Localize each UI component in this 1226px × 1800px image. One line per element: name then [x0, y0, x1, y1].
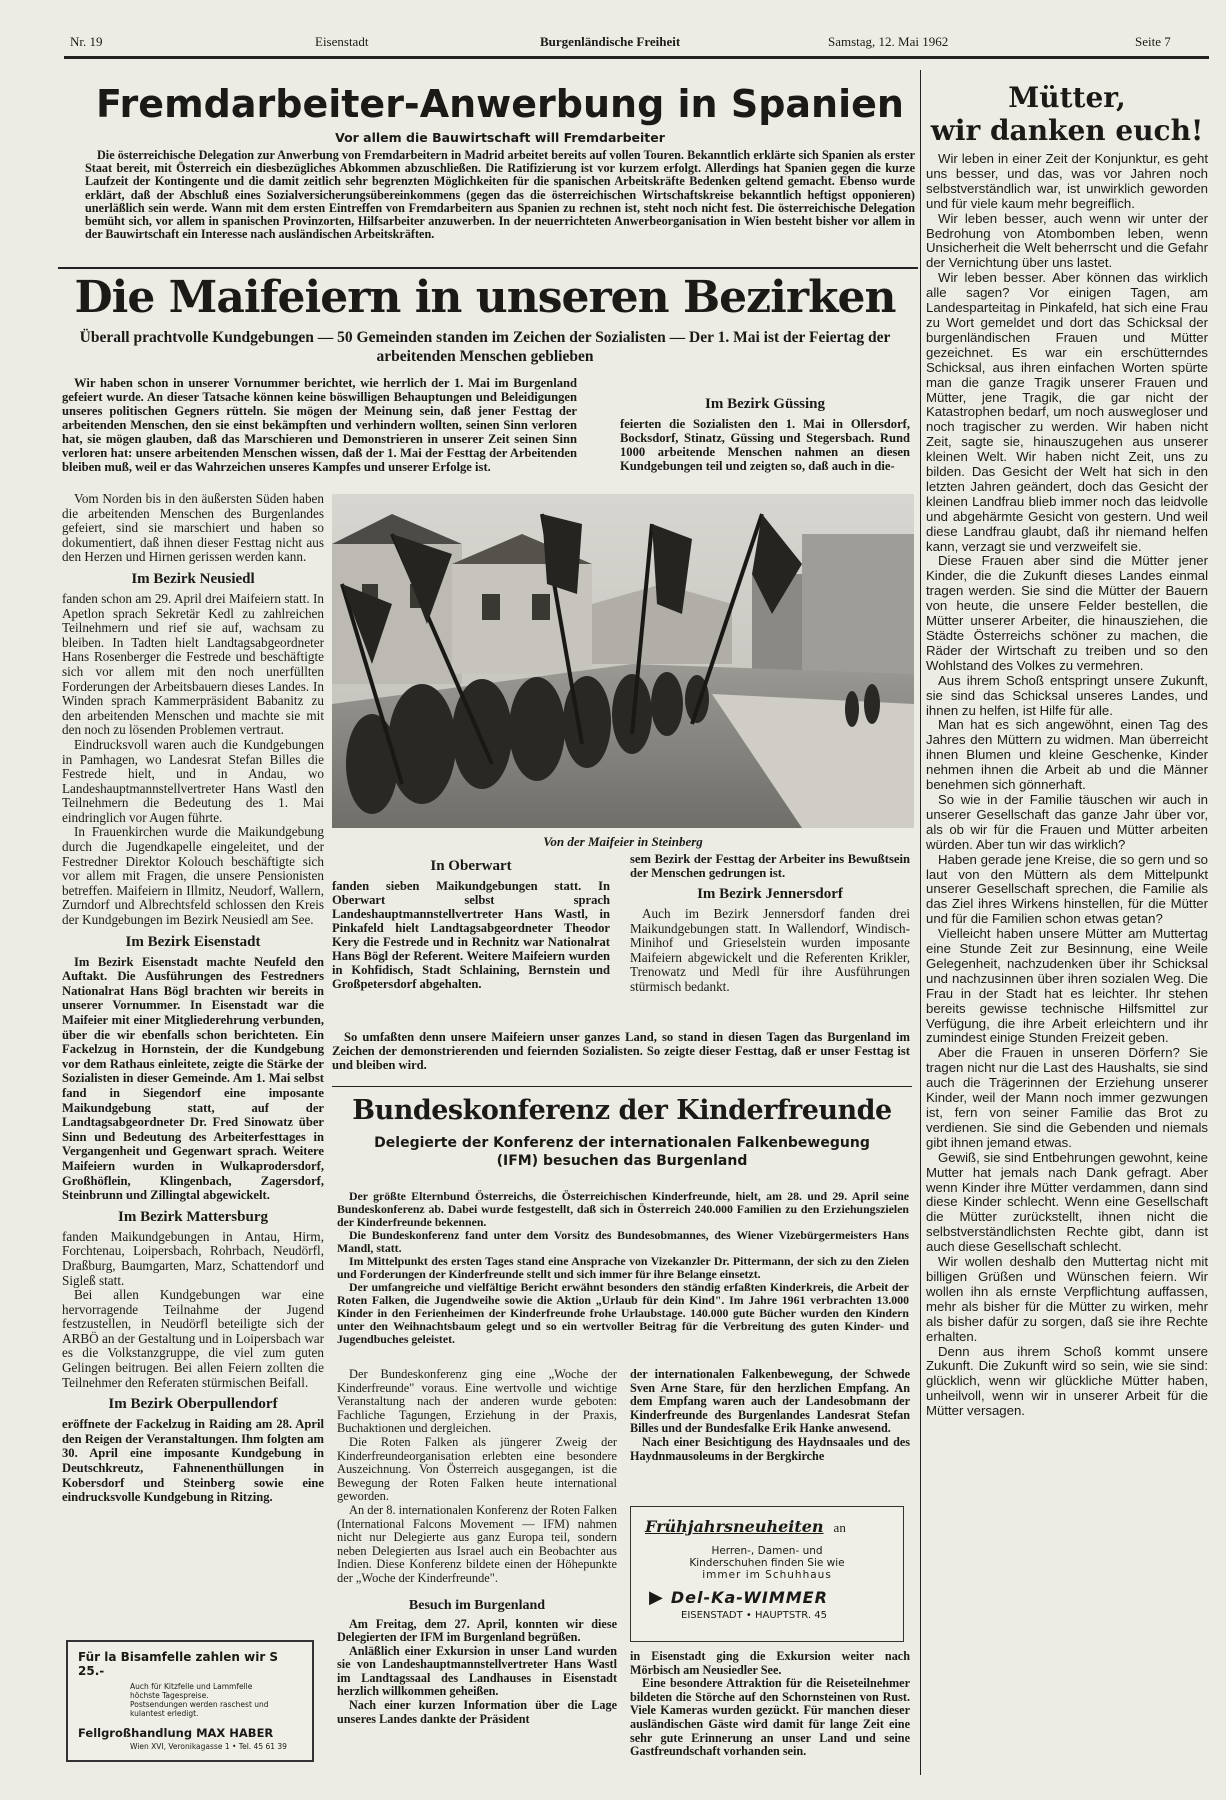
- ad-wimmer-line-3: immer im Schuhhaus: [702, 1569, 832, 1581]
- column-rule-right: [920, 70, 921, 1775]
- kf-b2: Anläßlich einer Exkursion in unser Land wurden sie von Landeshauptmannstellvertreter Hans Wastl im Landtagssaal des Landhauses in Eisenstadt herzlich willkommen geheißen.: [337, 1643, 617, 1699]
- ad-wimmer-line-1: Herren-, Damen- und: [711, 1545, 823, 1557]
- kinderfreunde-rule: [332, 1086, 912, 1087]
- mattersburg-heading: Im Bezirk Mattersburg: [118, 1208, 268, 1225]
- photo-image: [332, 494, 914, 828]
- muetter-p8: Haben gerade jene Kreise, die so gern und so laut von den Müttern als dem Mittelpunkt unserer Gesellschaft sprechen, die Familie als das Ziel ihres Wirkens hinstellen, für die Mütter und für die Familien schon etwas getan?: [926, 851, 1208, 927]
- header-paper: Burgenländische Freiheit: [540, 34, 681, 49]
- oberwart-section: [332, 852, 610, 991]
- header-date: Samstag, 12. Mai 1962: [828, 34, 949, 49]
- mattersburg-text-2: Bei allen Kundgebungen war eine hervorragende Teilnahme der Jugend festzustellen, in Neudörfl beteiligte sich der ARBÖ an der Gestaltung und in Loipersbach war es die Volkstanzgruppe, die viel zum guten Gelingen beitrugen. Bei allen Feiern zollten die Teilnehmer den Referaten stürmischen Beifall.: [62, 1287, 324, 1390]
- ad-wimmer-script: Frühjahrsneuheiten: [645, 1517, 824, 1536]
- maifeiern-subtitle: Überall prachtvolle Kundgebungen — 50 Gemeinden standen im Zeichen der Sozialisten — Der 1. Mai ist der Feiertag der arbeitenden Menschen geblieben: [79, 329, 891, 365]
- kf-p2: Die Bundeskonferenz fand unter dem Vorsitz des Bundesobmannes, des Wiener Vizebürgermeisters Hans Mandl, statt.: [337, 1228, 909, 1255]
- muetter-p12: Wir wollen deshalb den Muttertag nicht mit billigen Grüßen und Wünschen feiern. Wir wollen ihn als ernste Verpflichtung auffassen, mehr als bisher für die Mütter zu wirken, mehr als bisher dafür zu sorgen, daß sie ihre Rechte erhalten.: [926, 1254, 1208, 1344]
- page-number: Seite 7: [1135, 34, 1171, 49]
- mattersburg-text-1: fanden Maikundgebungen in Antau, Hirm, Forchtenau, Loipersbach, Rohrbach, Neudörfl, Draßburg, Baumgarten, Marz, Schattendorf und Sigleß statt.: [62, 1228, 324, 1288]
- spanien-body: Die österreichische Delegation zur Anwerbung von Fremdarbeitern in Madrid arbeitet bereits auf vollen Touren. Bekanntlich erklärte sich Spanien als erster Staat bereit, mit Österreich ein diesbezügliches Abkommen abzuschließen. Die Ratifizierung ist vor kurzem erfolgt. Allerdings hat Spanien gegen die kurze Laufzeit der Kontingente und die damit zeitlich sehr begrenzten Möglichkeiten für die spanischen Arbeitskräfte Bedenken geltend gemacht. Ebenso wurde erklärt, daß der Abschluß eines Sozialversicherungsübereinkommens (gegen das die österreichischen Wirtschaftskreise bekanntlich heftigst opponieren) unerläßlich sein werde. Wann mit dem ersten Eintreffen von Fremdarbeitern aus Spanien zu rechnen ist, steht noch nicht fest. Die österreichische Delegation bemüht sich, vor allem in spanischen Provinzorten, Hilfsarbeiter anzuwerben. In der neuerrichteten Anwerbeorganisation in Wien besteht bisher vor allem in der Bauwirtschaft ein Interesse nach ausländischen Arbeitskräften.: [85, 148, 915, 242]
- jennersdorf-section: [630, 852, 910, 995]
- kf-p3: Im Mittelpunkt des ersten Tages stand eine Ansprache von Vizekanzler Dr. Pittermann, der sich zu den Zielen und Forderungen der Kinderfreunde stellt und sich immer für ihre Belange einsetzt.: [337, 1254, 909, 1281]
- muetter-p4: Diese Frauen aber sind die Mütter jener Kinder, die die Zukunft dieses Landes einmal tragen werden. Sie sind die Mütter der Bauern von heute, die unsere Felder bestellen, die Mütter unserer Arbeiter, die hinausziehen, die Städte Österreichs schöner zu machen, die Räder der Wirtschaft zu treiben und so den Wohlstand des Volkes zu vermehren.: [926, 553, 1208, 673]
- muetter-p11: Gewiß, sie sind Entbehrungen gewohnt, keine Mutter hat jemals nach Dank gefragt. Aber wenn Kinder ihre Mütter verdammen, dann sind diese Kinder schlecht. Wenn eine Gesellschaft die Mütter zurückstellt, ihnen nicht die selbstverständlichsten Rechte gibt, dann ist auch diese Gesellschaft schlecht.: [926, 1149, 1208, 1255]
- header-place: Eisenstadt: [315, 34, 369, 49]
- kf-r2: Nach einer Besichtigung des Haydnsaales und des Haydnmausoleums in der Bergkirche: [630, 1434, 910, 1463]
- kinderfreunde-header: [332, 1094, 912, 1170]
- ad-haber-name: Fellgroßhandlung MAX HABER: [78, 1726, 274, 1740]
- muetter-article: [926, 82, 1208, 1419]
- oberpullendorf-text: eröffnete der Fackelzug in Raiding am 28. April den Reigen der Veranstaltungen. Ihm folgten am 30. April eine imposante Kundgebung in Deutschkreutz, Fahnenenthüllungen in Kobersdorf und Steinberg sowie eine eindrucksvolle Kundgebung in Ritzing.: [62, 1417, 324, 1505]
- ad-haber-line-2: höchste Tagespreise.: [130, 1691, 209, 1700]
- intro-text: Vom Norden bis in den äußersten Süden haben die arbeitenden Menschen des Burgenlandes gefeiert, sind sie marschiert und haben so dokumentiert, daß ihnen dieser Festtag nicht aus den Herzen und Hirnen gerissen werden kann.: [62, 491, 324, 565]
- kf-p1: Der größte Elternbund Österreichs, die Österreichischen Kinderfreunde, hielt, am 28. und 29. April seine Bundeskonferenz ab. Dabei wurde festgestellt, daß sich in Österreich 240.000 Familien zu den Erziehungszielen der Kinderfreunde bekennen.: [337, 1189, 909, 1229]
- ad-haber-line-4: kulantest erledigt.: [130, 1709, 199, 1718]
- ad-haber-line-3: Postsendungen werden raschest und: [130, 1700, 269, 1709]
- oberwart-text: fanden sieben Maikundgebungen statt. In Oberwart selbst sprach Landeshauptmannstellvertreter Hans Wastl, in Pinkafeld hielt Landtagsabgeordneter Theodor Kery die Festrede und in Rechnitz war Nationalrat Hans Bögl der Referent. Weitere Maifeiern wurden in Kohfidisch, Stadt Schlaining, Bernstein und Großpetersdorf abgehalten.: [332, 879, 610, 991]
- maifeiern-lead: Wir haben schon in unserer Vornummer berichtet, wie herrlich der 1. Mai im Burgenland gefeiert wurde. An dieser Tatsache können keine böswilligen Behauptungen und Beleidigungen unseres politischen Gegners rütteln. Sie mögen der Meinung sein, daß jener Festtag der arbeitenden Menschen, den sie einst bekämpften und verhindern wollten, seinen Sinn verloren hat, sie mögen glauben, daß das Marschieren und Demonstrieren in unserer Zeit seinen Sinn verloren hat: unsere arbeitenden Menschen wissen, daß der 1. Mai der Festtag der Arbeitenden bleiben muß, weil er das Wahrzeichen unseres Kampfes und unserer Erfolge ist.: [62, 376, 577, 474]
- page-header: [0, 0, 1226, 70]
- kf-l3: An der 8. internationalen Konferenz der Roten Falken (International Falcons Movement — IFM) nahmen nicht nur Delegierte aus ganz Europa teil, sondern neben Delegierten aus Israel auch ein Beobachter aus Indien. Diese Konferenz bildete einen der Höhepunkte der „Woche der Kinderfreunde".: [337, 1502, 617, 1585]
- ad-wimmer-address: EISENSTADT • HAUPTSTR. 45: [681, 1610, 827, 1621]
- guessing-section: [620, 390, 910, 473]
- spanien-rule: [58, 267, 918, 269]
- muetter-p6: Man hat es sich angewöhnt, einen Tag des Jahres den Müttern zu widmen. Man überreicht ihnen Blumen und kleine Geschenke, Kinder nehmen ihnen die Arbeit ab und die Männer benehmen sich gönnerhaft.: [926, 717, 1208, 793]
- jennersdorf-heading: Im Bezirk Jennersdorf: [697, 886, 843, 902]
- maifeiern-header: [55, 272, 915, 366]
- left-column: [62, 492, 324, 1505]
- kinderfreunde-left-col: [337, 1368, 617, 1726]
- kf-c2: Eine besondere Attraktion für die Reiseteilnehmer bildeten die Störche auf den Schornsteinen von Rust. Viele Kameras wurden gezückt. Für manchen dieser ausländischen Gäste wird damit für lange Zeit eine sehr gute Erinnerung an unser Land und seine Gastfreundschaft vorhanden sein.: [630, 1676, 910, 1759]
- ad-wimmer: [630, 1506, 904, 1642]
- kinderfreunde-bottom-right: [630, 1650, 910, 1759]
- ad-haber-address: Wien XVI, Veronikagasse 1 • Tel. 45 61 39: [130, 1742, 287, 1751]
- kinderfreunde-right-col: [630, 1368, 910, 1463]
- kf-b1: Am Freitag, dem 27. April, konnten wir diese Delegierten der IFM im Burgenland begrüßen.: [337, 1616, 617, 1645]
- muetter-p1: Wir leben in einer Zeit der Konjunktur, es geht uns besser, und das, was vor Jahren noch selbstverständlich war, ist unwirklich geworden und für viele kaum mehr begreiflich.: [926, 151, 1208, 211]
- oberwart-heading: In Oberwart: [430, 858, 512, 874]
- muetter-p2: Wir leben besser, auch wenn wir unter der Bedrohung von Atombomben leben, wenn Unsicherheit die Welt beherrscht und die Gefahr der Vernichtung über uns lastet.: [926, 210, 1208, 271]
- photo-steinberg: [332, 494, 914, 828]
- ad-wimmer-line-2: Kinderschuhen finden Sie wie: [689, 1557, 845, 1569]
- jennersdorf-text: Auch im Bezirk Jennersdorf fanden drei Maikundgebungen statt. In Wallendorf, Windisch-Minihof und Grieselstein wurden imposante Maifeiern abgewickelt und die Referenten Krikler, Trenowatz und Medl für ihre Ausführungen stürmisch bedankt.: [630, 906, 910, 994]
- muetter-p7: So wie in der Familie täuschen wir auch in unserer Gesellschaft das ganze Jahr über vor, als ob wir für die Frauen und Mütter arbeiten würden. Aber tun wir das wirklich?: [926, 791, 1208, 852]
- eisenstadt-text: Im Bezirk Eisenstadt machte Neufeld den Auftakt. Die Ausführungen des Festredners Nationalrat Hans Bögl brachten wir bereits in unserer Vornummer. In Eisenstadt war die Maifeier mit einer Mitgliederehrung verbunden, über die wir ebenfalls schon berichteten. Ein Fackelzug in Hornstein, der die Kundgebung vor dem Rathaus einleitete, zeigte die Stärke der Sozialisten in dieser Gemeinde. Am 1. Mai selbst fand in Siegendorf eine imposante Maikundgebung statt, auf der Landtagsabgeordneter Dr. Fred Sinowatz über Sinn und Bedeutung des Arbeiterfesttages in Vergangenheit und Gegenwart sprach. Weitere Maifeiern wurden in Wulkaprodersdorf, Großhöflein, Klingenbach, Zagersdorf, Steinbrunn und Zillingtal abgewickelt.: [62, 954, 324, 1203]
- spanien-article: [85, 82, 915, 241]
- kinderfreunde-headline: Bundeskonferenz der Kinderfreunde: [352, 1095, 892, 1126]
- ad-wimmer-an: an: [833, 1520, 846, 1535]
- besuch-heading: Besuch im Burgenland: [408, 1597, 546, 1613]
- jennersdorf-pre: sem Bezirk der Festtag der Arbeiter ins Bewußtsein der Menschen gedrungen ist.: [630, 852, 910, 880]
- kinderfreunde-subtitle: Delegierte der Konferenz der internationalen Falkenbewegung (IFM) besuchen das Burgenland: [374, 1135, 870, 1169]
- neusiedl-text-3: In Frauenkirchen wurde die Maikundgebung durch die Jugendkapelle eingeleitet, und der Festredner Direktor Kolouch beschäftigte sich vor allem mit Fragen, die unsere Pensionisten betreffen. Maifeiern in Illmitz, Neudorf, Wallern, Zurndorf und Albrechtsfeld schlossen den Kreis der Kundgebungen im Bezirk Neusiedl am See.: [62, 824, 324, 928]
- arrow-icon: ▶: [649, 1587, 663, 1607]
- eisenstadt-heading: Im Bezirk Eisenstadt: [125, 933, 261, 950]
- ad-haber-title: Für la Bisamfelle zahlen wir S 25.-: [78, 1650, 279, 1678]
- kf-p4: Der umfangreiche und vielfältige Bericht erwähnt besonders den ständig erfaßten Kinderkreis, die Arbeit der Roten Falken, die Jugendweihe sowie die Aktion „Urlaub für dein Kind". Im Jahre 1961 verbrachten 13.000 Kinder in den Ferienheimen der Kinderfreunde frohe Urlaubstage. 140.000 gute Bücher wurden den Kindern unter den Weihnachtsbaum gelegt und so ein wertvoller Beitrag für die Verbreitung des guten Kinder- und Jugendbuches geleistet.: [337, 1280, 909, 1346]
- kf-r1: der internationalen Falkenbewegung, der Schwede Sven Arne Stare, für den herzlichen Empfang. An dem Empfang waren auch der Landesobmann der Kinderfreunde des Burgenlandes Landesrat Stefan Billes und der Bundesfalke Erik Hanke anwesend.: [630, 1367, 910, 1436]
- ad-wimmer-brand: Del-Ka-WIMMER: [670, 1588, 828, 1607]
- spanien-subtitle: Vor allem die Bauwirtschaft will Fremdarbeiter: [335, 130, 665, 145]
- muetter-p9: Vielleicht haben unsere Mütter am Muttertag eine Stunde Zeit zur Besinnung, eine Weile Gelegenheit, nachzudenken über ihr Schicksal und nachzusinnen über ihren sozialen Weg. Die Frau in der Stadt hat es leichter. Ihr stehen bereits gewisse technische Hilfsmittel zur Verfügung, die ihre Arbeit erleichtern und ihr zumindest einige Stunden Freizeit geben.: [926, 926, 1208, 1046]
- ad-haber-line-1: Auch für Kitzfelle und Lammfelle: [130, 1682, 253, 1691]
- muetter-headline-1: Mütter,: [1008, 81, 1126, 114]
- neusiedl-text-2: Eindrucksvoll waren auch die Kundgebungen in Pamhagen, wo Landesrat Stefan Billes die Festrede hielt, und in Andau, wo Landeshauptmannstellvertreter Hans Wastl den Teilnehmern die Bedeutung des 1. Mai eindringlich vor Augen führte.: [62, 736, 324, 825]
- kf-l2: Die Roten Falken als jüngerer Zweig der Kinderfreundeorganisation erlebten eine besondere Auszeichnung. Von Österreich ausgegangen, ist die Bewegung der Roten Falken heute international geworden.: [337, 1434, 617, 1504]
- muetter-p10: Aber die Frauen in unseren Dörfern? Sie tragen nicht nur die Last des Haushalts, sie sind auch die Trägerinnen der Erziehung unserer Kinder, weil der Mann noch immer gezwungen ist, fern von seiner Familie das Brot zu verdienen. Sie sind die Gebenden und niemals gibt ihnen jemand etwas.: [926, 1045, 1208, 1150]
- maifeiern-headline: Die Maifeiern in unseren Bezirken: [74, 272, 896, 323]
- muetter-p5: Aus ihrem Schoß entspringt unsere Zukunft, sie sind das Schicksal unseres Landes, und ihnen zu helfen, ist Hilfe für alle.: [926, 672, 1208, 718]
- kf-c1: in Eisenstadt ging die Exkursion weiter nach Mörbisch am Neusiedler See.: [630, 1649, 910, 1677]
- kinderfreunde-intro: [337, 1190, 909, 1346]
- kf-l1: Der Bundeskonferenz ging eine „Woche der Kinderfreunde" voraus. Eine wertvolle und wichtige Veranstaltung nach der anderen wurde geboten: Fachliche Tagungen, Erziehung in der Praxis, Buchaktionen und dergleichen.: [337, 1367, 617, 1436]
- kf-b3: Nach einer kurzen Information über die Lage unseres Landes dankte der Präsident: [337, 1698, 617, 1726]
- oberpullendorf-heading: Im Bezirk Oberpullendorf: [108, 1396, 278, 1413]
- neusiedl-text-1: fanden schon am 29. April drei Maifeiern statt. In Apetlon sprach Sekretär Kedl zu zahlreichen Teilnehmern und rief sie auf, wachsam zu bleiben. In Tadten hielt Landtagsabgeordneter Hans Rosenberger die Festrede und beschäftigte sich vor allem mit den noch unerfüllten Forderungen der Arbeitsbauern dieses Landes. In Winden sprach Kammerpräsident Babanitz zu den arbeitenden Menschen und machte sie mit den noch zu lösenden Problemen vertraut.: [62, 590, 324, 738]
- maifeiern-closing: So umfaßten denn unsere Maifeiern unser ganzes Land, so stand in diesen Tagen das Burgenland im Zeichen der demonstrierenden und feiernden Sozialisten. So zeigte dieser Festtag, daß er unser Festtag ist und bleiben wird.: [332, 1030, 910, 1072]
- guessing-text: feierten die Sozialisten den 1. Mai in Ollersdorf, Bocksdorf, Stinatz, Güssing und Stegersbach. Rund 1000 arbeitende Menschen nahmen an diesen Kundgebungen teil und zeigten so, daß auch in die-: [620, 417, 910, 473]
- muetter-p3: Wir leben besser. Aber können das wirklich alle sagen? Vor einigen Tagen, am Landesparteitag in Pinkafeld, hat sich eine Frau zu Wort gemeldet und dort das Schicksal der burgenländischen Frauen und Mütter gezeichnet. Es war ein erschütterndes Schicksal, aus ihren einfachen Worten spürte man die ganze Tragik unserer Frauen und Mütter, jene Tragik, die gar nicht der Katastrophen bedarf, um noch auswegloser und noch tragischer zu werden. Wir haben nicht Zeit, sagte sie, hinauszugehen aus unserer kleinen Welt. Wir haben nicht Zeit, uns zu bilden. Das Gesicht der Welt hat sich in den letzten Jahren geändert, doch das Gesicht der kleinen Landfrau blieb immer noch das leidvolle und abgehärmte Gesicht von gestern. Und weil diese Landfrau glaubt, daß ihr niemand helfen kann, verzagt sie und verzweifelt sie.: [926, 270, 1208, 554]
- photo-caption: Von der Maifeier in Steinberg: [543, 834, 703, 849]
- muetter-p13: Denn aus ihrem Schoß kommt unsere Zukunft. Die Zukunft wird so sein, wie sie sind: glücklich, wenn wir glückliche Mütter haben, unheilvoll, wenn wir in unserer Arbeit für die Mütter versagen.: [926, 1343, 1208, 1419]
- issue-number: Nr. 19: [70, 34, 103, 49]
- muetter-headline-2: wir danken euch!: [930, 114, 1204, 147]
- header-rule: [64, 56, 1209, 59]
- guessing-heading: Im Bezirk Güssing: [704, 396, 825, 412]
- spanien-headline: Fremdarbeiter-Anwerbung in Spanien: [96, 82, 904, 126]
- ad-haber: [66, 1640, 314, 1762]
- neusiedl-heading: Im Bezirk Neusiedl: [131, 570, 255, 587]
